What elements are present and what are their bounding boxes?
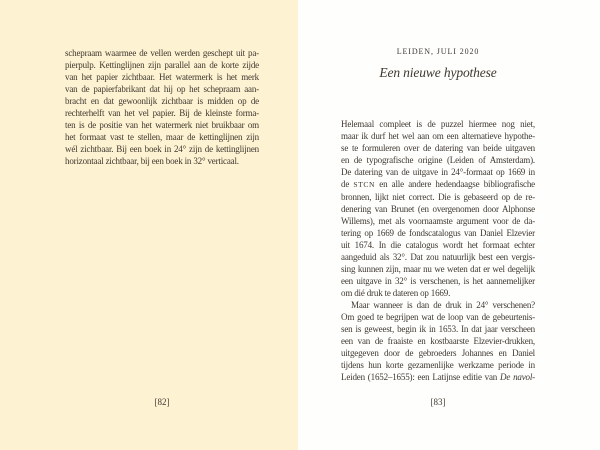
text-line: om dié druk te dateren op 1669. — [341, 288, 451, 298]
text-line: Om goed te begrijpen wat de loop van de gebeurtenis- — [341, 312, 535, 322]
italic-text: De navol- — [500, 372, 535, 382]
text-line: uitgegeven door de gebroeders Johannes en Daniel — [341, 348, 535, 358]
text-line: bronnen, lijkt niet correct. Die is gebaseerd op de re- — [341, 192, 535, 202]
text-line: uit 1674. In die catalogus wordt het formaat echter — [341, 240, 535, 250]
right-page-number: [83] — [430, 397, 446, 407]
text-line: Willems), met als voornaamste argument voor de da- — [341, 216, 535, 226]
text-line: sing kunnen zijn, maar nu we weten dat er wel degelijk — [341, 264, 535, 274]
text-line: ten is de positie van het watermerk niet bruikbaar om — [65, 120, 259, 130]
text-line: aangeduid als 32°. Dat zou natuurlijk best een vergis- — [341, 252, 535, 262]
text-line: se te formuleren over de datering van beide uitgaven — [341, 143, 535, 153]
text-line: sen is geweest, begin ik in 1653. In dat jaar verscheen — [341, 324, 535, 334]
text-line: Helemaal compleet is de puzzel hiermee nog niet, — [341, 119, 535, 129]
text-line: maar ik durf het wel aan om een alternatieve hypothe- — [341, 131, 535, 141]
left-page-number: [82] — [154, 397, 170, 407]
left-page — [0, 0, 298, 450]
left-page-text — [65, 47, 259, 167]
text-line: Maar wanneer is dan de druk in 24° verschenen? — [351, 300, 535, 310]
text-line: bracht en dat gewoonlijk zichtbaar is midden op de — [65, 96, 259, 106]
text-line: De datering van de uitgave in 24°-formaat op 1669 in — [341, 167, 535, 177]
right-page — [298, 0, 600, 450]
text-line: de STCN en alle andere hedendaagse bibliografische — [341, 179, 535, 189]
text-line: schepraam waarmee de vellen werden geschept uit pa- — [65, 48, 259, 58]
text-line: denering van Brunet (en overgenomen door Alphonse — [341, 204, 535, 214]
text-line: een uitgave in 32° is verschenen, is het aannemelijker — [341, 276, 535, 286]
section-dateline: LEIDEN, JULI 2020 — [396, 47, 480, 56]
text-line: en de typografische origine (Leiden of Amsterdam). — [341, 155, 535, 165]
text-line: Leiden (1652–1655): een Latijnse editie van De navol- — [341, 372, 535, 382]
text-line: tering op 1669 de fondscatalogus van Daniel Elzevier — [341, 228, 535, 238]
text-line: wél zichtbaar. Bij een boek in 24° zijn de kettinglijnen — [65, 144, 259, 154]
text-line: rechterhelft van het vel papier. Bij de kleinste forma- — [65, 108, 259, 118]
text-line: het formaat vast te stellen, maar de kettinglijnen zijn — [65, 132, 259, 142]
text-line: van de papierfabrikant dat hij op het schepraam aan- — [65, 84, 259, 94]
text-line: een van de fraaiste en kostbaarste Elzevier-drukken, — [341, 336, 535, 346]
section-title: Een nieuwe hypothese — [379, 65, 497, 80]
text-line: tijdens hun korte gezamenlijke werkzame periode in — [341, 360, 535, 370]
text-line: horizontaal zichtbaar, bij een boek in 32° verticaal. — [65, 156, 239, 166]
text-line: van het papier zichtbaar. Het watermerk is het merk — [65, 72, 259, 82]
text-line: pierpulp. Kettinglijnen zijn parallel aan de korte zijde — [65, 60, 259, 70]
smallcaps-text: STCN — [353, 180, 375, 189]
right-page-text — [341, 118, 535, 383]
